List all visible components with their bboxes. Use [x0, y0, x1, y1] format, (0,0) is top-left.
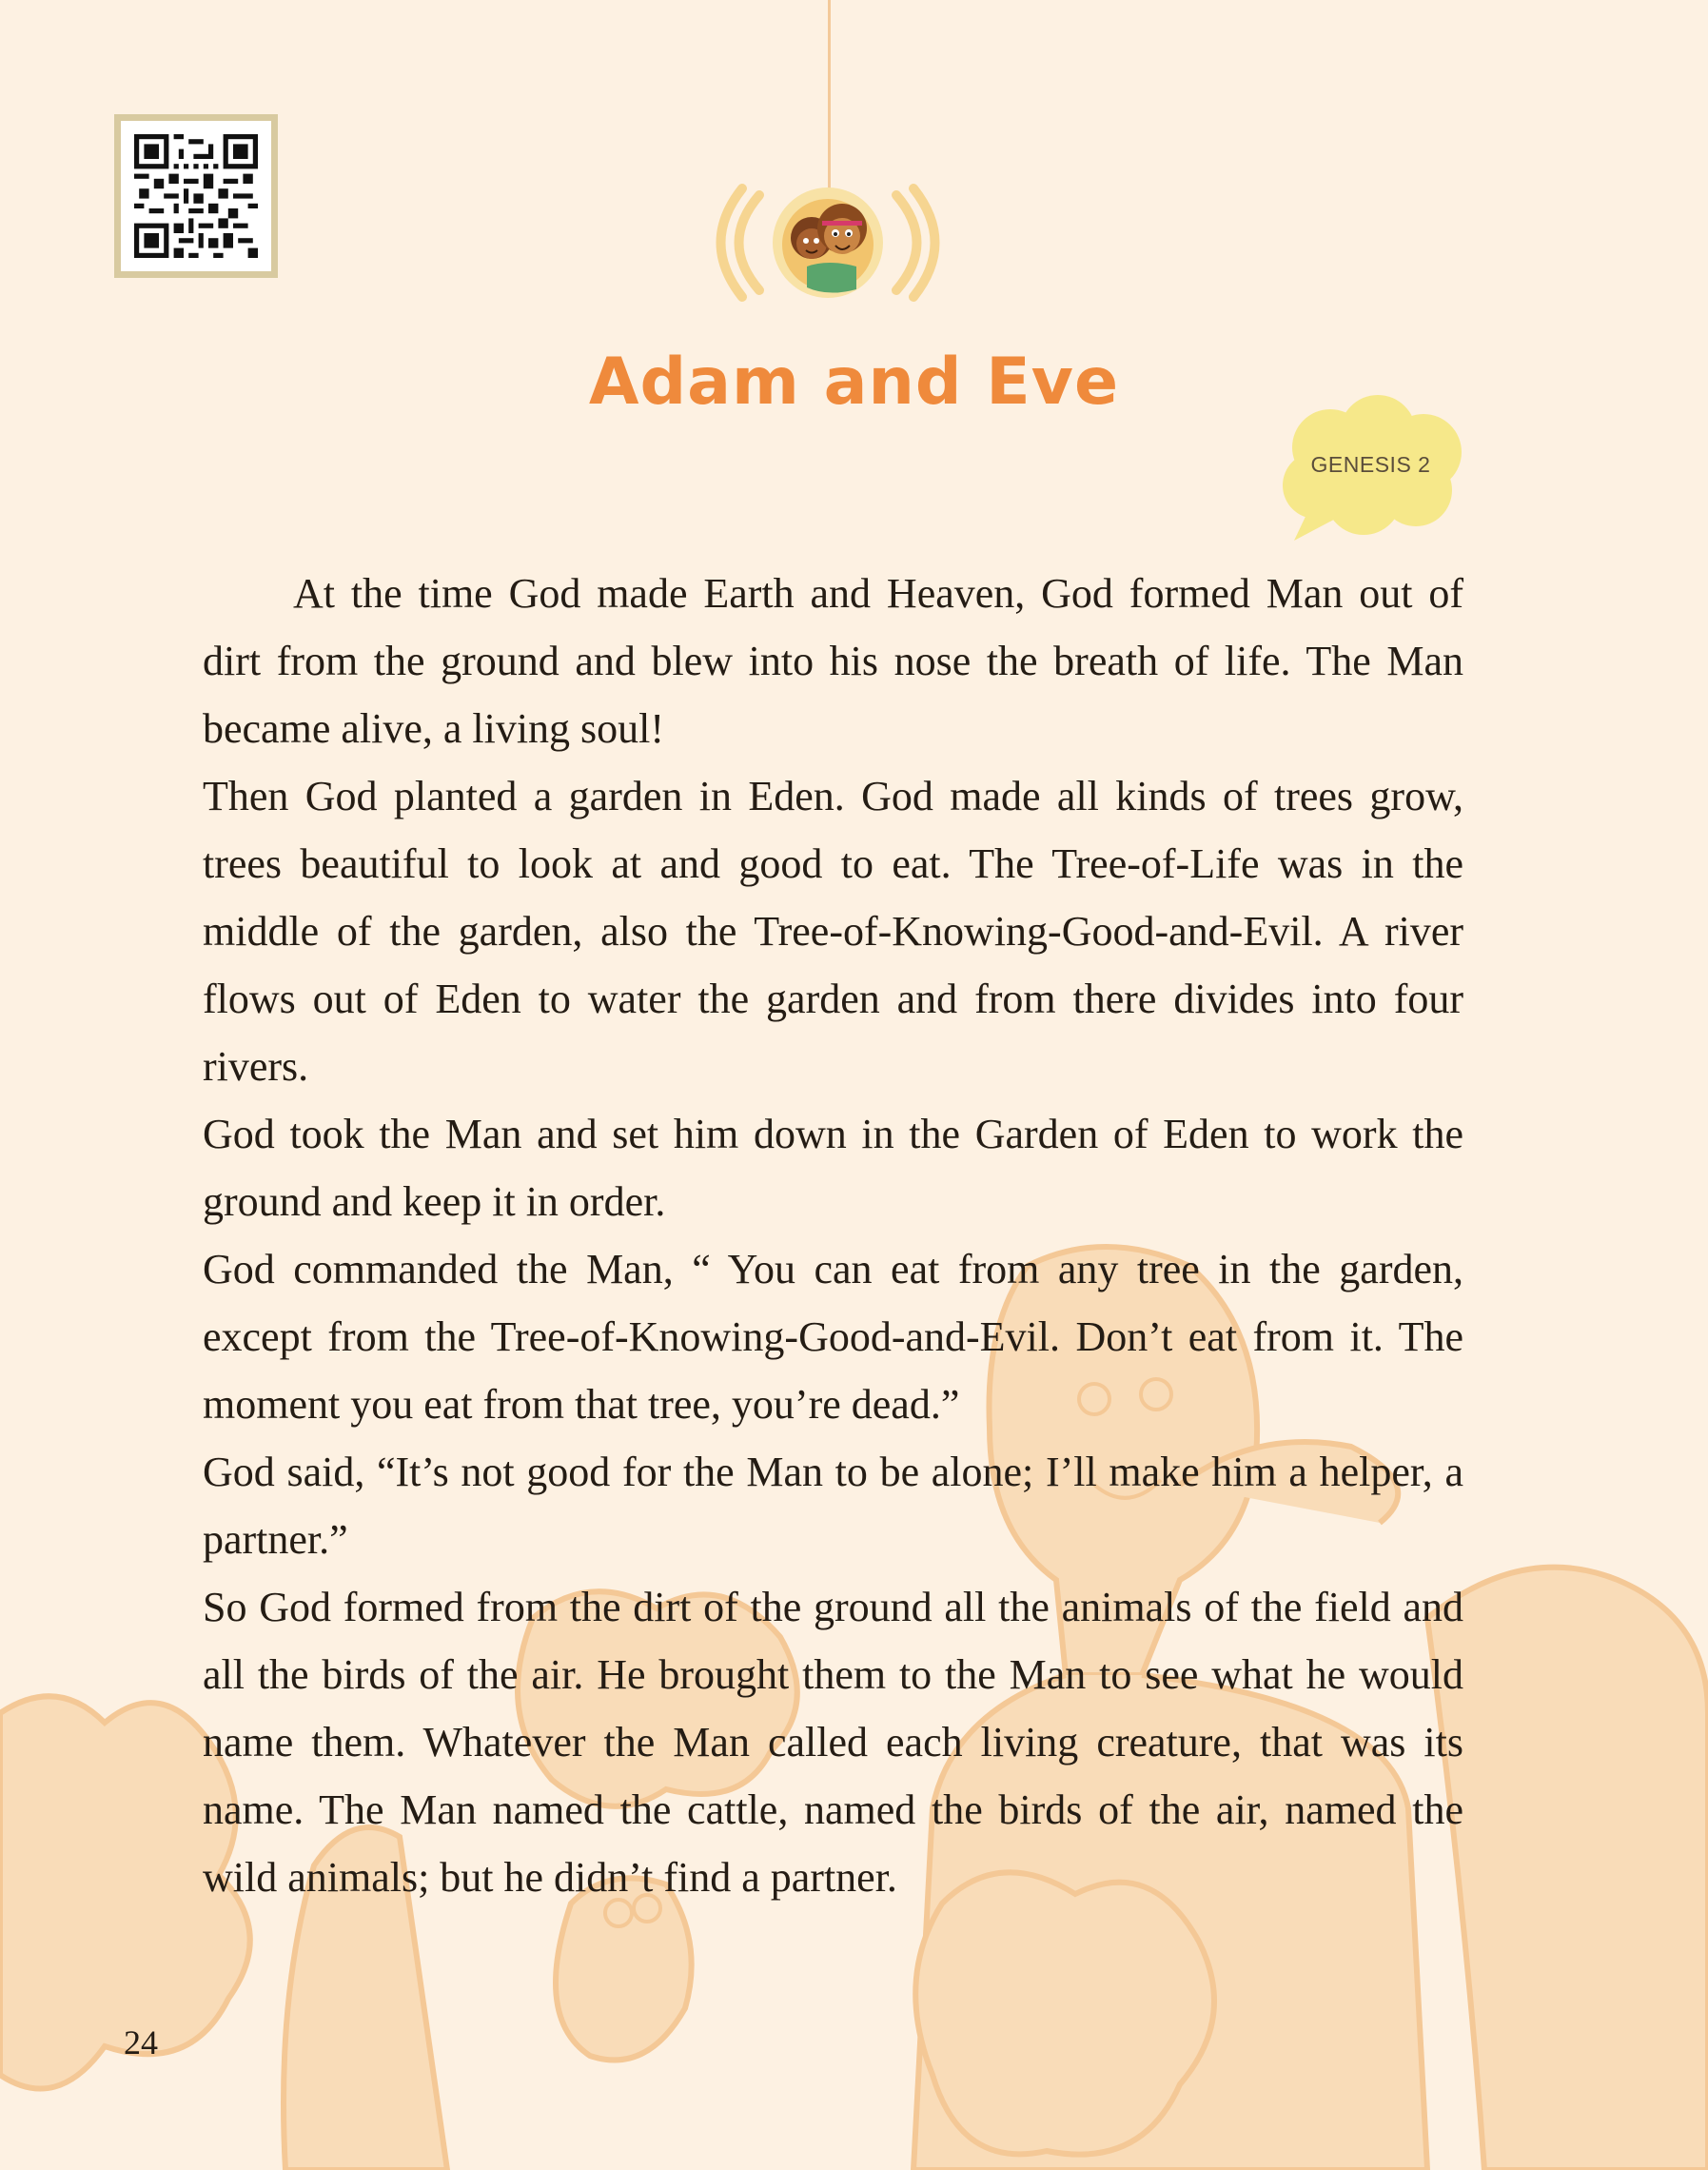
page-title: Adam and Eve [588, 345, 1120, 420]
story-paragraph: So God formed from the dirt of the ground all the animals of the field and all the birds of the air. He brought them to the Man to see what he would name them. Whatever the Man called each living creature, that was its name. The Man named the cattle, named the birds of the air, named the wild animals; but he didn’t find a partner. [203, 1584, 1463, 1901]
story-paragraph: At the time God made Earth and Heaven, God formed Man out of dirt from the ground and blew into his nose the breath of life. The Man became alive, a living soul! [203, 570, 1463, 752]
scripture-reference: GENESIS 2 [1310, 452, 1431, 477]
page-number: 24 [124, 2023, 158, 2062]
story-text [203, 560, 1463, 1911]
story-paragraph: God took the Man and set him down in the Garden of Eden to work the ground and keep it in order. [203, 1111, 1463, 1225]
story-paragraph: Then God planted a garden in Eden. God made all kinds of trees grow, trees beautiful to look at and good to eat. The Tree-of-Life was in the middle of the garden, also the Tree-of-Knowing-Good-and-Evil. A river flows out of Eden to water the garden and from there divides into four rivers. [203, 773, 1463, 1090]
story-paragraph: God said, “It’s not good for the Man to be alone; I’ll make him a helper, a partner.” [203, 1449, 1463, 1563]
characters-medallion [714, 171, 942, 314]
story-paragraph: God commanded the Man, “ You can eat from any tree in the garden, except from the Tree-of-Knowing-Good-and-Evil. Don’t eat from it. The moment you eat from that tree, you’re dead.” [203, 1246, 1463, 1428]
hanging-string [828, 0, 831, 190]
qr-code[interactable] [114, 114, 278, 278]
qr-code-image [134, 134, 258, 258]
